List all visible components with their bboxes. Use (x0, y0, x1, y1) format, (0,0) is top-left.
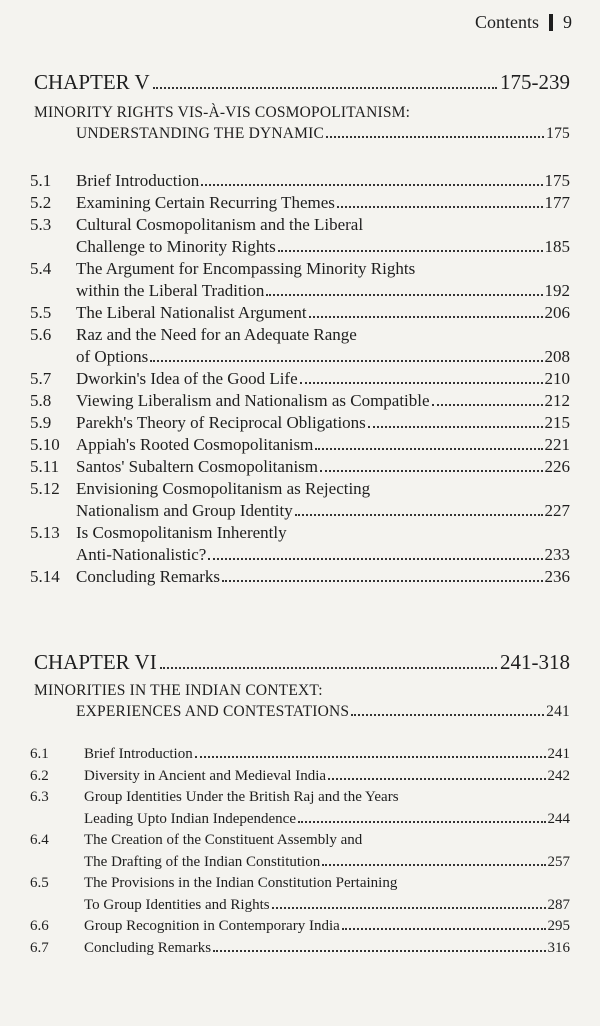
toc-entry-title: The Creation of the Constituent Assembly and (84, 832, 363, 848)
toc-entry (30, 456, 570, 478)
toc-entry-page: 257 (547, 853, 570, 870)
toc-entry (30, 744, 570, 766)
toc-entry-number: 6.5 (30, 875, 49, 891)
toc-entry-title: The Argument for Encompassing Minority Rights (76, 259, 416, 278)
toc-entry-title: Brief Introduction (84, 746, 193, 762)
toc-entry-number: 5.5 (30, 303, 52, 322)
toc-entry-number: 5.1 (30, 171, 52, 190)
toc-entry-title: Viewing Liberalism and Nationalism as Compatible (76, 391, 430, 410)
toc-entry-number: 6.2 (30, 767, 49, 784)
toc-entry-title: Parekh's Theory of Reciprocal Obligations (76, 413, 366, 432)
toc-entry-title: Anti-Nationalistic? (76, 545, 207, 564)
toc-entry (30, 522, 570, 566)
chapter-6-heading (34, 650, 570, 675)
chapter-6-entries (30, 744, 570, 959)
dot-leader (320, 470, 542, 472)
header-divider (549, 14, 553, 31)
toc-entry (30, 214, 570, 258)
toc-entry (30, 258, 570, 302)
toc-entry-title: within the Liberal Tradition (76, 281, 265, 300)
running-header (475, 12, 572, 33)
dot-leader (160, 667, 497, 669)
toc-entry-title: of Options (76, 347, 149, 366)
toc-entry-title: Nationalism and Group Identity (76, 501, 293, 520)
toc-entry-page: 227 (544, 501, 570, 520)
toc-entry-title: Concluding Remarks (76, 567, 221, 586)
toc-entry-page: 236 (544, 567, 570, 586)
toc-entry-number: 6.7 (30, 939, 49, 956)
toc-entry (30, 566, 570, 588)
dot-leader (195, 756, 546, 758)
chapter-5-label: CHAPTER V (34, 70, 150, 94)
chapter-5-heading (34, 70, 570, 95)
toc-entry-title: Examining Certain Recurring Themes (76, 193, 335, 212)
toc-entry-number: 5.11 (30, 457, 60, 476)
toc-entry-title: Challenge to Minority Rights (76, 237, 276, 256)
header-page-number: 9 (563, 12, 572, 32)
dot-leader (368, 426, 543, 428)
chapter-5-pages: 175-239 (500, 70, 570, 94)
toc-entry (30, 192, 570, 214)
toc-entry (30, 302, 570, 324)
dot-leader (213, 950, 545, 952)
dot-leader (315, 448, 542, 450)
toc-entry-page: 185 (544, 237, 570, 256)
dot-leader (351, 714, 544, 716)
toc-entry (30, 390, 570, 412)
chapter-5-entries (30, 170, 570, 588)
chapter-6-title-line1: MINORITIES IN THE INDIAN CONTEXT: (34, 682, 323, 699)
toc-entry (30, 916, 570, 938)
toc-entry (30, 830, 570, 873)
dot-leader (278, 250, 543, 252)
toc-entry-title: Dworkin's Idea of the Good Life (76, 369, 298, 388)
header-section-title: Contents (474, 12, 539, 32)
dot-leader (153, 87, 497, 89)
toc-entry-page: 221 (544, 435, 570, 454)
toc-entry-number: 5.6 (30, 325, 52, 344)
chapter-5-title-line1: MINORITY RIGHTS VIS-À-VIS COSMOPOLITANISM: (34, 104, 411, 121)
dot-leader (342, 928, 546, 930)
chapter-5-title-page: 175 (546, 125, 570, 142)
toc-entry-page: 192 (544, 281, 570, 300)
toc-entry-number: 6.4 (30, 832, 49, 848)
toc-entry-page: 175 (544, 171, 570, 190)
dot-leader (309, 316, 543, 318)
toc-entry-page: 287 (547, 896, 570, 913)
toc-entry-page: 295 (547, 918, 570, 934)
chapter-5-title (34, 104, 570, 146)
toc-entry-page: 212 (544, 391, 570, 410)
toc-entry-title: Diversity in Ancient and Medieval India (84, 767, 327, 784)
dot-leader (326, 136, 544, 138)
dot-leader (150, 360, 542, 362)
toc-entry-number: 5.14 (30, 567, 60, 586)
dot-leader (266, 294, 542, 296)
chapter-6-title (34, 682, 570, 724)
toc-entry-page: 206 (544, 303, 570, 322)
toc-entry-title: Raz and the Need for an Adequate Range (76, 325, 357, 344)
toc-entry (30, 368, 570, 390)
toc-entry-title: Concluding Remarks (84, 939, 212, 956)
toc-entry-page: 244 (547, 810, 570, 827)
toc-entry-title: To Group Identities and Rights (84, 896, 270, 913)
toc-entry (30, 938, 570, 960)
dot-leader (337, 206, 543, 208)
toc-entry-page: 208 (544, 347, 570, 366)
toc-entry-number: 6.6 (30, 918, 49, 934)
toc-entry-number: 6.3 (30, 789, 49, 805)
dot-leader (295, 514, 543, 516)
toc-entry (30, 873, 570, 916)
dot-leader (208, 558, 542, 560)
toc-entry-number: 5.9 (30, 413, 52, 432)
chapter-6-title-page: 241 (546, 703, 570, 720)
toc-entry-page: 233 (544, 545, 570, 564)
toc-entry (30, 787, 570, 830)
toc-entry (30, 412, 570, 434)
toc-entry-title: Santos' Subaltern Cosmopolitanism (76, 457, 319, 476)
toc-entry-page: 215 (544, 413, 570, 432)
dot-leader (222, 580, 542, 582)
toc-entry (30, 324, 570, 368)
toc-entry (30, 434, 570, 456)
toc-entry (30, 478, 570, 522)
toc-entry-page: 226 (544, 457, 570, 476)
toc-entry-title: Brief Introduction (76, 171, 200, 190)
dot-leader (298, 821, 546, 823)
toc-entry-page: 177 (544, 193, 570, 212)
dot-leader (322, 864, 545, 866)
toc-entry-title: Envisioning Cosmopolitanism as Rejecting (76, 479, 371, 498)
toc-entry-number: 5.8 (30, 391, 52, 410)
toc-entry-page: 316 (547, 939, 570, 956)
toc-entry-number: 5.3 (30, 215, 52, 234)
toc-entry-title: The Liberal Nationalist Argument (76, 303, 307, 322)
toc-entry-title: Cultural Cosmopolitanism and the Liberal (76, 215, 364, 234)
toc-entry-title: Group Identities Under the British Raj and the Years (84, 789, 399, 805)
dot-leader (201, 184, 542, 186)
toc-entry-title: Appiah's Rooted Cosmopolitanism (76, 435, 314, 454)
toc-entry-number: 6.1 (30, 746, 49, 762)
toc-entry-page: 241 (547, 746, 570, 762)
chapter-6-pages: 241-318 (500, 650, 570, 674)
toc-entry-number: 5.4 (30, 259, 52, 278)
toc-entry (30, 766, 570, 788)
toc-entry-number: 5.13 (30, 523, 60, 542)
toc-entry-title: Group Recognition in Contemporary India (84, 918, 340, 934)
chapter-6-label: CHAPTER VI (34, 650, 157, 674)
chapter-5-title-line2: UNDERSTANDING THE DYNAMIC 175 (76, 125, 570, 142)
toc-entry-title: The Drafting of the Indian Constitution (84, 853, 321, 870)
dot-leader (300, 382, 543, 384)
toc-entry-number: 5.7 (30, 369, 52, 388)
toc-entry-title: The Provisions in the Indian Constitution Pertaining (84, 875, 398, 891)
toc-entry-number: 5.10 (30, 435, 60, 454)
toc-entry-page: 210 (544, 369, 570, 388)
toc-entry (30, 170, 570, 192)
toc-entry-number: 5.12 (30, 479, 60, 498)
dot-leader (432, 404, 543, 406)
toc-entry-page: 242 (547, 767, 570, 784)
toc-entry-title: Is Cosmopolitanism Inherently (76, 523, 287, 542)
toc-entry-title: Leading Upto Indian Independence (84, 810, 296, 827)
dot-leader (328, 778, 545, 780)
chapter-6-title-line2: EXPERIENCES AND CONTESTATIONS 241 (76, 703, 570, 720)
toc-entry-number: 5.2 (30, 193, 52, 212)
dot-leader (272, 907, 546, 909)
